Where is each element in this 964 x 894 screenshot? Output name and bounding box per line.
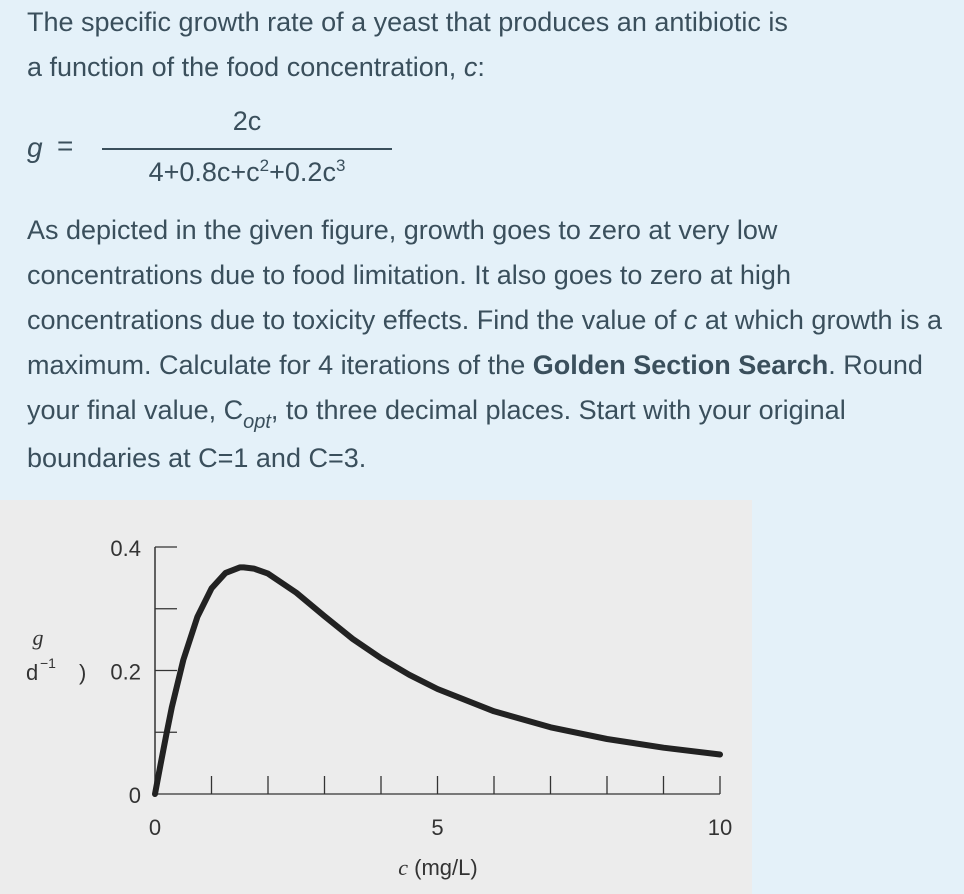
growth-rate-chart bbox=[0, 500, 752, 894]
y-tick-label: 0.4 bbox=[110, 536, 141, 561]
equation-equals: = bbox=[57, 130, 74, 161]
equation-lhs: g bbox=[27, 132, 43, 163]
y-axis-label-exp: −1 bbox=[40, 655, 56, 671]
body-text-a: As depicted in the given figure, growth goes to zero at very low concentrations due to food limitation. It also goes to zero at high concentrations due to toxicity effects. Find the value of bbox=[27, 215, 791, 335]
fraction-bar bbox=[102, 148, 392, 150]
intro-line-2: a function of the food concentration, bbox=[27, 52, 464, 82]
method-name: Golden Section Search bbox=[532, 350, 829, 380]
growth-rate-equation bbox=[27, 104, 407, 194]
x-tick-label: 10 bbox=[707, 815, 733, 840]
body-variable-c: c bbox=[683, 305, 698, 335]
copt-symbol: $C_{opt}$ bbox=[223, 395, 271, 433]
body-text-d: , to three decimal places. Start with your original boundaries at C=1 and C=3. bbox=[27, 395, 846, 473]
y-tick-label: 0 bbox=[128, 783, 141, 808]
y-axis-label-var: g bbox=[32, 625, 44, 650]
x-tick-label: 5 bbox=[431, 815, 444, 840]
intro-line-1: The specific growth rate of a yeast that produces an antibiotic is bbox=[27, 7, 788, 37]
equation-denominator: $4+0.8c+c^2+0.2c^3$ bbox=[148, 156, 346, 187]
y-axis-label-unit: d bbox=[26, 660, 39, 685]
y-axis-label-paren: ) bbox=[79, 660, 87, 685]
body-text-c: . Round your final value, bbox=[27, 350, 923, 425]
x-tick-label: 0 bbox=[148, 815, 162, 840]
intro-variable-c: c bbox=[463, 52, 478, 82]
growth-rate-figure bbox=[0, 500, 752, 894]
growth-curve bbox=[155, 567, 720, 794]
intro-colon: : bbox=[477, 52, 485, 82]
problem-body bbox=[27, 208, 952, 481]
equation-numerator: 2c bbox=[232, 106, 262, 136]
x-axis-label: c (mg/L) bbox=[398, 855, 478, 880]
problem-intro bbox=[27, 0, 947, 90]
body-text-b: at which growth is a maximum. Calculate for 4 iterations of the bbox=[27, 305, 942, 380]
y-tick-label: 0.2 bbox=[110, 659, 141, 685]
